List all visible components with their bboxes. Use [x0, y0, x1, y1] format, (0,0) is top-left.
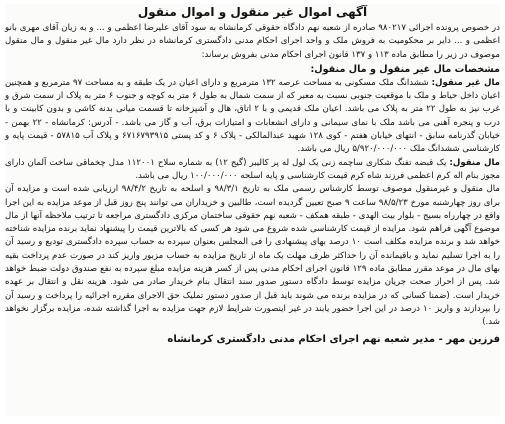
movable-paragraph — [5, 157, 500, 184]
immovable-paragraph — [5, 77, 500, 157]
section-heading: مشخصات مال غیر منقول و مال منقول: — [310, 63, 500, 75]
notice-page — [5, 4, 500, 416]
immovable-label: مال غیر منقول: — [431, 77, 500, 88]
intro-paragraph: در خصوص پرونده اجرائی ۹۸۰۲۱۷ صادره از شعبه نهم دادگاه حقوقی کرمانشاه به سود آقای علیرضا اعظمی و ... و به زیان آقای مهری بانو اعظمی و ... دایر بر محکومیت به فروش ملک و واحد اجرای احکام مدنی دادگستری کرمانشاه در نظر دارد مال غیر منقول و مال منقول موصوف در زیر را مطابق ماده ۱۱۳ و ۱۳۷ قانون اجرای احکام مدنی بفروش برساند: — [5, 23, 501, 60]
movable-text: یک قبضه تفنگ شکاری ساچمه زنی یک لول له پر کالیبر (گیج ۱۲) به شماره سلاح ۱۱۲۰۰۱ مدل چخماقی ساخت آلمان دارای مجوز بنام اله کرم اعظمی فرزند شاه کرم قیمت کارشناسی و پایه اسلحه ۱۰۰/۰۰۰/۰۰۰ ریال می باشد. — [5, 157, 500, 181]
movable-label: مال منقول: — [449, 157, 501, 168]
signature-line: فرزین مهر - مدیر شعبه نهم اجرای احکام مدنی دادگستری کرمانشاه — [167, 333, 500, 345]
immovable-text: ششدانگ ملک مسکونی به مساحت عرصه ۱۳۲ مترمربع و دارای اعیان در یک طبقه و به مساحت ۹۷ مترمربع و همچنین اعیان داخل حیاط و ملک با موقعیت جنوبی نسبت به معبر که از سمت شمال به طول ۶ متر به کوچه و جنوب ۶ متر به پلاک از سمت شرق و غرب نیز به طول ۲۲ متر به پلاک می باشد. اعیان ملک قدیمی و با ۲ اتاق، هال و آشپزخانه تا قسمت میانی بدنه کاشی و بدون کابینت و با درب و پنجره آهنی می باشد ملک با نمای سیمانی و دارای انشعابات و امتیازات برق، آب و گاز می باشد. - آدرس: کرمانشاه - ۲۲ بهمن - خیابان گذرنامه سابق - انتهای خیابان هفتم - کوی ۱۲۸ شهید عبدالمالکی - پلاک ۶ و کد پستی ۶۷۱۶۷۹۳۹۱۵ و پلاک آب ۵۷۸۱۵ - قیمت پایه و کارشناسی ششدانگ ملک ۵/۹۲۰/۰۰۰/۰۰۰ ریال می باشد. — [5, 77, 500, 155]
notice-title: آگهی اموال غیر منقول و اموال منقول — [137, 5, 368, 19]
auction-terms-paragraph: مال منقول و غیرمنقول موصوف توسط کارشناس رسمی ملک به تاریخ ۹۸/۳/۱ و اسلحه به تاریخ ۹۸/۴/۲ ارزیابی شده است و مزایده آن برای روز چهارشنبه مورخ ۹۸/۵/۲۳ ساعت ۹ صبح تعیین گردیده است، طالبین و خریداران می توانند پنج روز قبل از موعد مزایده به این اجرا واقع در چهارراه بسیج - بلوار بیت الهدی - طبقه همکف - شعبه نهم حقوقی ساختمان مرکزی دادگستری مراجعه تا ترتیب ملاحظه آنها از مال موضوع آگهی فراهم شود. مزایده از قیمت کارشناسی شده شروع می شود هر کسی که بالاترین قیمت را پیشنهاد نماید برنده مزایده شناخته خواهد شد و برنده مزایده مکلف است ۱۰ درصد بهای پیشنهادی را فی المجلس بعنوان سپرده به حساب سپرده دادگستری تودیع و رسید آن را به اجرا تسلیم نماید و باقیمانده آن را حداکثر ظرف مهلت یک ماه از تاریخ مزایده به حساب مزبور واریز کند در صورت عدم پرداخت بقیه بهای مال در موعد مقرر مطابق ماده ۱۲۹ قانون اجرای احکام مدنی پس از کسر هزینه مزایده مبلغ سپرده به نفع صندوق دولت ضبط خواهد شد. پس از احراز صحت جریان مزایده توسط دادگاه دستور صدور سند انتقال بنام خریدار صادر می شود. هزینه نقل و انتقال بر عهده خریدار است. (ضمنا کسانی که در مزایده برنده می شوند باید قبل از صدور دستور تملیک حق الاجرای مقرره اجرائیه را پرداخت و رسید آن را بپردازند و واریز ۱۰ درصد در این اجرا حضور یابند در غیر اینصورت شرایط لازم جهت مزایده به اجرا گذاشته شده، مزایده برگزار نخواهد شد.) — [5, 184, 501, 328]
